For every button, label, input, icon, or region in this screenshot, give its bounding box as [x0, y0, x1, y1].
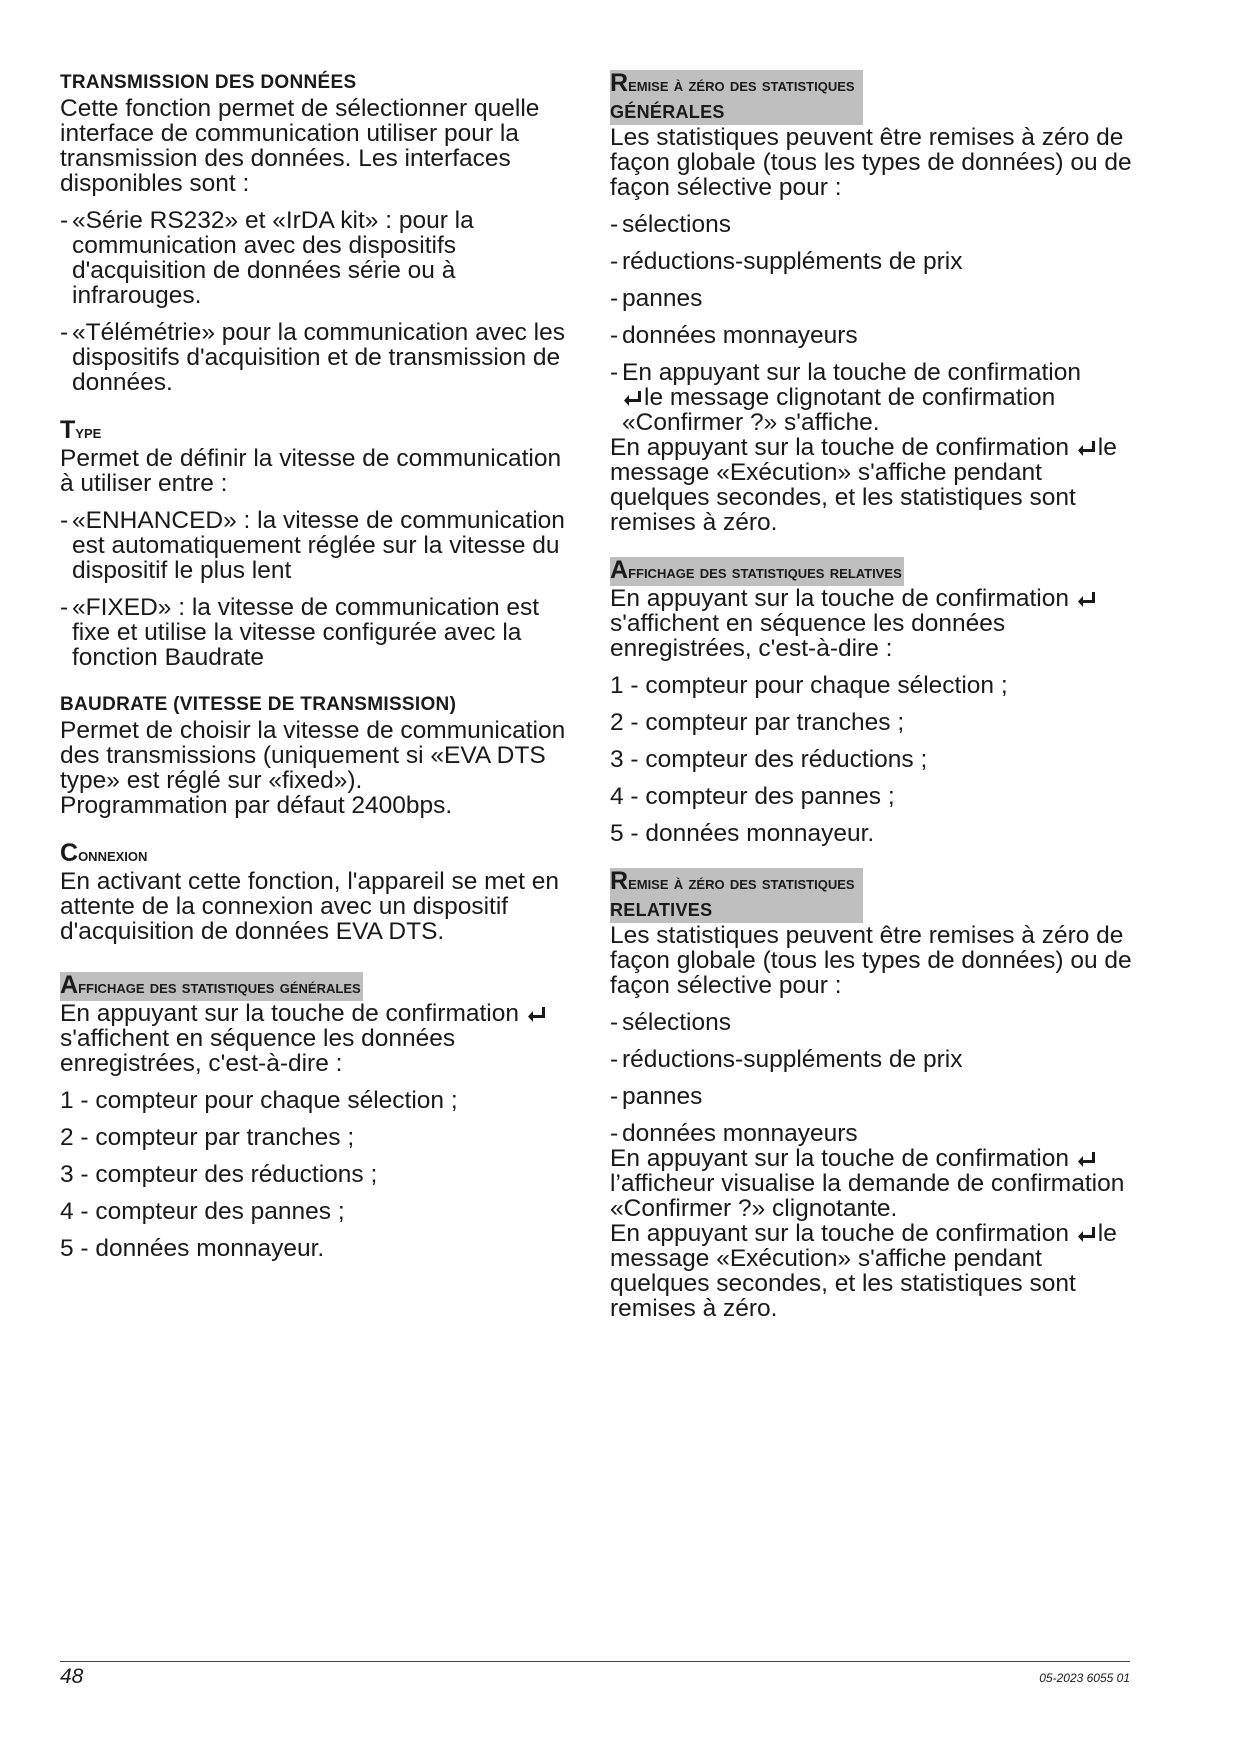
list-item: 4 - compteur des pannes ; — [610, 783, 895, 810]
list-item: 3 - compteur des réductions ; — [60, 1161, 378, 1188]
heading-remise-generales: Remise à zéro des statistiques GÉNÉRALES — [610, 70, 863, 125]
right-column — [610, 70, 1140, 1321]
left-column — [60, 70, 580, 1261]
list-item: - «FIXED» : la vitesse de communication est fixe et utilise la vitesse configurée avec la fonction Baudrate — [60, 594, 540, 671]
enter-key-icon — [1076, 1225, 1096, 1243]
paragraph: En appuyant sur la touche de confirmation s'affichent en séquence les données enregistrées, c'est-à-dire : — [610, 586, 1140, 661]
list-item: - données monnayeurs — [610, 1120, 858, 1147]
paragraph: Permet de définir la vitesse de communication — [60, 445, 562, 472]
paragraph: En appuyant sur la touche de confirmation le message «Exécution» s'affiche pendant quelques secondes, et les statistiques sont remises à zéro. — [610, 1220, 1117, 1322]
list-item: 1 - compteur pour chaque sélection ; — [60, 1087, 458, 1114]
enter-key-icon — [526, 1005, 546, 1023]
paragraph: En activant cette fonction, l'appareil se met en attente de la connexion avec un dispositif d'acquisition de données EVA DTS. — [60, 868, 560, 945]
heading-type: Type — [60, 416, 102, 444]
heading-affichage-generales: Affichage des statistiques générales — [60, 971, 361, 999]
enter-key-icon — [1076, 590, 1096, 608]
list-item: - «ENHANCED» : la vitesse de communication est automatiquement réglée sur la vitesse du dispositif le plus lent — [60, 507, 565, 584]
paragraph: à utiliser entre : — [60, 470, 228, 497]
enter-key-icon — [622, 389, 642, 407]
list-item: - En appuyant sur la touche de confirmation le message clignotant de confirmation «Confirmer ?» s'affiche. — [610, 359, 1081, 436]
footer-rule — [60, 1661, 1130, 1662]
list-item: - réductions-suppléments de prix — [610, 248, 963, 275]
document-reference: 05-2023 6055 01 — [1039, 1671, 1130, 1685]
heading-remise-relatives: Remise à zéro des statistiques RELATIVES — [610, 868, 863, 923]
paragraph: En appuyant sur la touche de confirmation l’afficheur visualise la demande de confirmation «Confirmer ?» clignotante. — [610, 1145, 1125, 1222]
list-item: 2 - compteur par tranches ; — [610, 709, 905, 736]
list-item: 4 - compteur des pannes ; — [60, 1198, 345, 1225]
heading-affichage-relatives: Affichage des statistiques relatives — [610, 556, 902, 584]
heading-baudrate: BAUDRATE (VITESSE DE TRANSMISSION) — [60, 694, 457, 715]
paragraph: Cette fonction permet de sélectionner quelle interface de communication utiliser pour la transmission des données. Les interfaces disponibles sont : — [60, 95, 540, 197]
list-item: 5 - données monnayeur. — [60, 1235, 325, 1262]
paragraph: Les statistiques peuvent être remises à zéro de façon globale (tous les types de données) ou de façon sélective pour : — [610, 922, 1132, 999]
page-number: 48 — [60, 1665, 84, 1688]
list-item: - sélections — [610, 1009, 731, 1036]
heading-transmission: TRANSMISSION DES DONNÉES — [60, 72, 357, 93]
enter-key-icon — [1076, 1150, 1096, 1168]
list-item: - pannes — [610, 285, 703, 312]
list-item: - «Télémétrie» pour la communication avec les dispositifs d'acquisition et de transmission de données. — [60, 319, 565, 396]
list-item: 5 - données monnayeur. — [610, 820, 875, 847]
paragraph: En appuyant sur la touche de confirmation le message «Exécution» s'affiche pendant quelques secondes, et les statistiques sont remises à zéro. — [610, 434, 1117, 536]
paragraph: Permet de choisir la vitesse de communication des transmissions (uniquement si «EVA DTS type» est réglé sur «fixed»). — [60, 717, 566, 794]
list-item: 3 - compteur des réductions ; — [610, 746, 928, 773]
list-item: 1 - compteur pour chaque sélection ; — [610, 672, 1008, 699]
list-item: - données monnayeurs — [610, 322, 858, 349]
paragraph: Les statistiques peuvent être remises à zéro de façon globale (tous les types de données) ou de façon sélective pour : — [610, 124, 1132, 201]
list-item: 2 - compteur par tranches ; — [60, 1124, 355, 1151]
list-item: - réductions-suppléments de prix — [610, 1046, 963, 1073]
list-item: - «Série RS232» et «IrDA kit» : pour la communication avec des dispositifs d'acquisition de données série ou à infrarouges. — [60, 207, 474, 309]
enter-key-icon — [1076, 439, 1096, 457]
paragraph: En appuyant sur la touche de confirmation s'affichent en séquence les données enregistrées, c'est-à-dire : — [60, 1001, 580, 1076]
list-item: - sélections — [610, 211, 731, 238]
heading-connexion: Connexion — [60, 839, 148, 867]
paragraph: Programmation par défaut 2400bps. — [60, 792, 453, 819]
list-item: - pannes — [610, 1083, 703, 1110]
